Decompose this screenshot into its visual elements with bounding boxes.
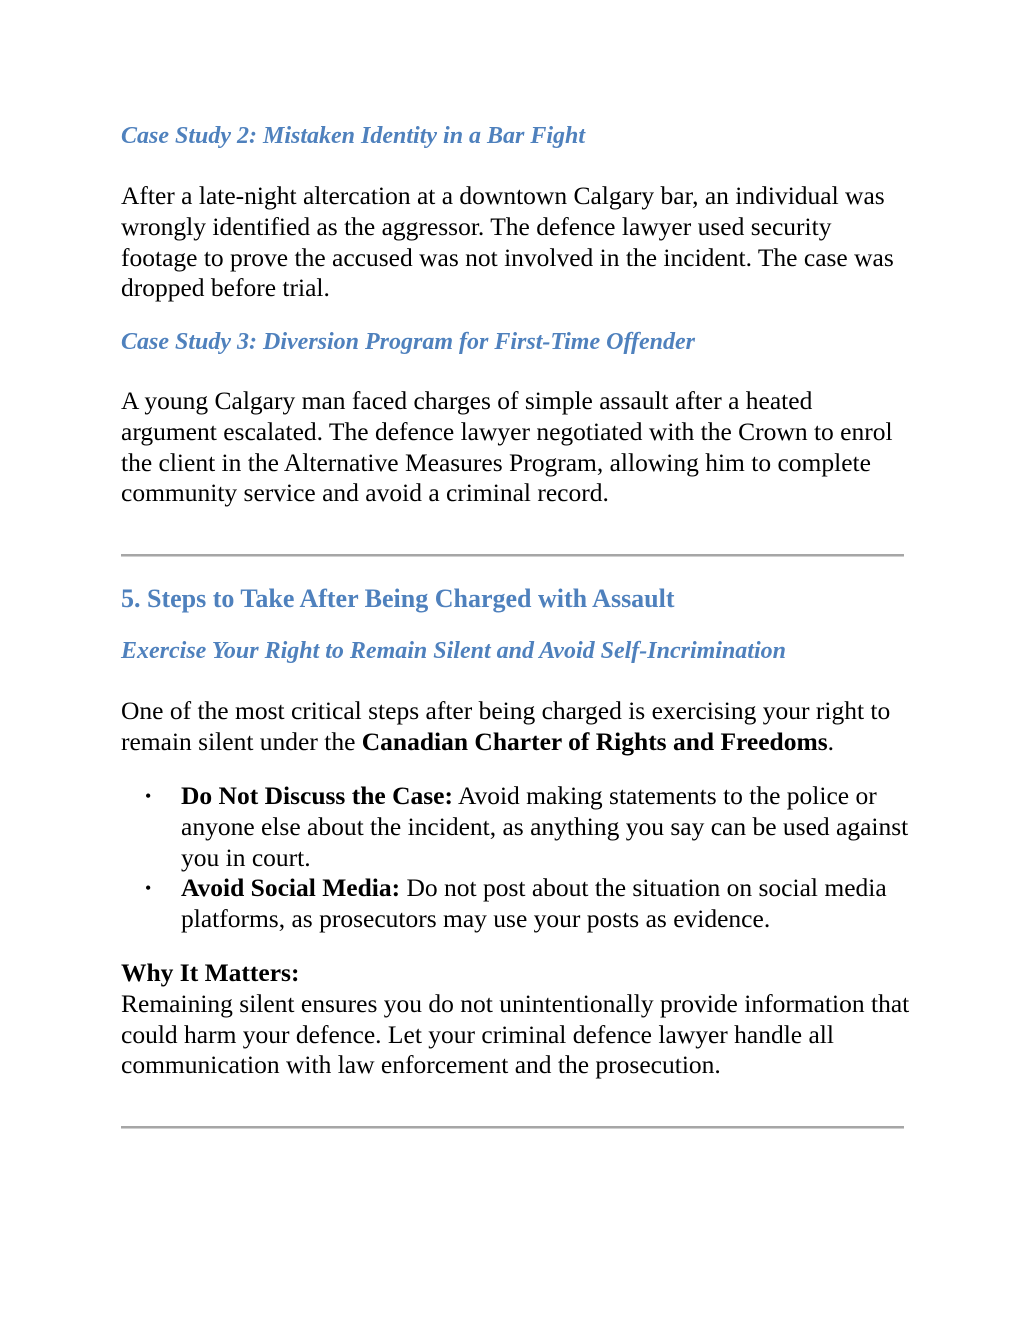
case-study-2-body: After a late-night altercation at a downtown Calgary bar, an individual was wrongly identified as the aggressor. The defence lawyer used security footage to prove the accused was not involved in the incident. The case was dropped before trial. — [121, 181, 894, 303]
section-5-subheading: Exercise Your Right to Remain Silent and Avoid Self-Incrimination — [121, 638, 786, 664]
case-study-2-heading: Case Study 2: Mistaken Identity in a Bar Fight — [121, 123, 586, 149]
case-study-3-heading: Case Study 3: Diversion Program for First-Time Offender — [121, 329, 695, 355]
intro-text: One of the most critical steps after being charged is exercising your right to remain silent under the — [121, 696, 891, 756]
bullet-list — [121, 781, 911, 935]
list-item — [121, 781, 911, 873]
why-it-matters — [121, 958, 911, 1081]
why-label: Why It Matters: — [121, 958, 300, 987]
section-5-intro — [121, 696, 911, 758]
list-item — [121, 873, 911, 935]
charter-name: Canadian Charter of Rights and Freedoms — [361, 726, 828, 756]
section-divider — [121, 554, 904, 557]
case-study-3-body: A young Calgary man faced charges of simple assault after a heated argument escalated. The defence lawyer negotiated with the Crown to enrol the client in the Alternative Measures Program, allowing him to complete community service and avoid a criminal record. — [121, 386, 893, 508]
bullet-text: Avoid making statements to the police or anyone else about the incident, as anything you say can be used against you in court. — [181, 781, 909, 872]
bullet-text: Do not post about the situation on social media platforms, as prosecutors may use your posts as evidence. — [181, 873, 887, 934]
section-divider — [121, 1126, 904, 1129]
bullet-icon: • — [145, 878, 152, 899]
bullet-icon: • — [145, 786, 152, 806]
bullet-label: Do Not Discuss the Case: — [181, 781, 453, 810]
section-5-heading: 5. Steps to Take After Being Charged with Assault — [121, 584, 675, 613]
intro-end: . — [827, 726, 835, 756]
bullet-label: Avoid Social Media: — [181, 873, 401, 903]
why-text: Remaining silent ensures you do not unintentionally provide information that could harm your defence. Let your criminal defence lawyer handle all communication with law enforcement and the prosecution. — [121, 988, 910, 1080]
